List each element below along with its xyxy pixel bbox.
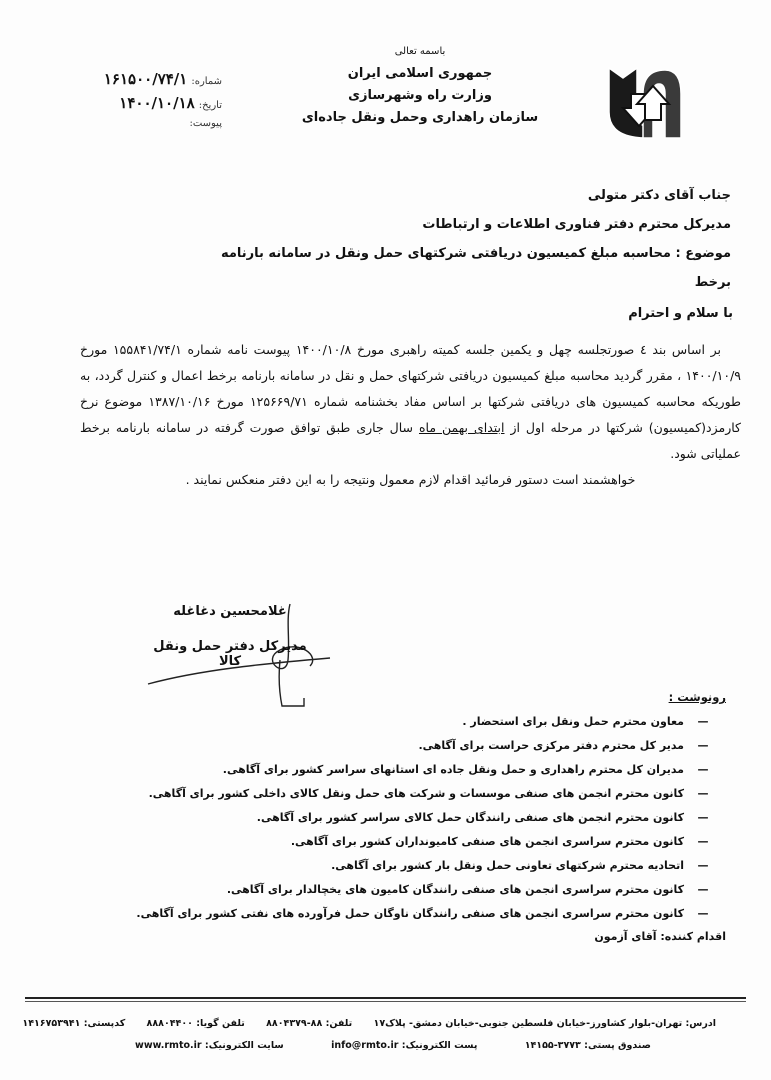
body-paragraph: [80, 337, 741, 467]
footer: [22, 1013, 716, 1057]
footer-divider: [25, 997, 746, 1002]
ministry-name: وزارت راه وشهرسازی: [348, 88, 492, 103]
letter-meta: [52, 70, 222, 142]
dash-icon: —: [697, 907, 709, 920]
footer-row-2: [70, 1035, 716, 1057]
attachment-label: پیوست:: [189, 118, 222, 129]
letter-number: ۱۶۱۵۰۰/۷۴/۱: [103, 70, 188, 88]
cc-title: رونوشت :: [668, 690, 726, 704]
signatory-name: غلامحسین دغاغله: [173, 604, 287, 619]
cc-list-block: [106, 690, 726, 948]
body-text: بر اساس بند ٤ صورتجلسه چهل و یکمین جلسه کمیته راهبری مورخ ۱۴۰۰/۱۰/۸ پیوست نامه شماره ۱۵۵۸۴۱/۷۴/۱ مورخ ۱۴۰۰/۱۰/۹ ، مقرر گردید محاسبه مبلغ کمیسیون دریافتی شرکتهای حمل و نقل در سامانه بارنامه برخط اعمال و کنترل گردد، به طوریکه محاسبه کمیسیون های دریافتی شرکتها بر اساس مفاد بخشنامه شماره ۱۲۵۶۶۹/۷۱ مورخ ۱۳۸۷/۱۰/۱۶ موضوع نرخ کارمزد(کمیسیون) شرکتها در مرحله اول از: [80, 342, 741, 435]
closing-request: خواهشمند است دستور فرمائید اقدام لازم معمول ونتیجه را به این دفتر منعکس نمایند .: [185, 472, 636, 487]
dash-icon: —: [697, 739, 709, 752]
cc-item: —اتحادیه محترم شرکتهای تعاونی حمل ونقل بار کشور برای آگاهی.: [106, 854, 726, 878]
footer-voice-phone: تلفن گویا: ۸۸۸۰۴۴۰۰: [146, 1018, 245, 1029]
footer-email[interactable]: پست الکترونیک: info@rmto.ir: [331, 1040, 478, 1051]
letter-date-row: [52, 94, 222, 118]
cc-item: —مدیر کل محترم دفتر مرکزی حراست برای آگاهی.: [106, 734, 726, 758]
cc-list: [106, 710, 726, 926]
attachment-row: [52, 118, 222, 142]
organization-name: سازمان راهداری وحمل ونقل جاده‌ای: [301, 110, 539, 125]
footer-website[interactable]: سایت الکترونیک: www.rmto.ir: [135, 1040, 284, 1051]
cc-item: —معاون محترم حمل ونقل برای استحضار .: [106, 710, 726, 734]
cc-item: —کانون محترم انجمن های صنفی رانندگان حمل کالای سراسر کشور برای آگاهی.: [106, 806, 726, 830]
dash-icon: —: [697, 787, 709, 800]
invocation: باسمه تعالی: [394, 46, 446, 57]
footer-row-1: [22, 1013, 716, 1035]
signature-block: [140, 604, 320, 669]
recipient: جناب آقای دکتر متولی: [587, 188, 731, 203]
dash-icon: —: [697, 835, 709, 848]
letter-date: ۱۴۰۰/۱۰/۱۸: [119, 94, 195, 112]
footer-address: ادرس: تهران-بلوار کشاورز-خیابان فلسطین جنوبی-خیابان دمشق- پلاک۱۷: [373, 1018, 716, 1029]
cc-item: —کانون محترم سراسری انجمن های صنفی رانندگان کامیون های یخچالدار برای آگاهی.: [106, 878, 726, 902]
greeting: با سلام و احترام: [628, 306, 733, 321]
letter-number-label: شماره:: [191, 76, 222, 87]
dash-icon: —: [697, 763, 709, 776]
dash-icon: —: [697, 811, 709, 824]
rmto-logo-icon: [603, 64, 685, 144]
cc-item: —مدیران کل محترم راهداری و حمل ونقل جاده ای استانهای سراسر کشور برای آگاهی.: [106, 758, 726, 782]
country-name: جمهوری اسلامی ایران: [347, 66, 493, 81]
cc-item: —کانون محترم سراسری انجمن های صنفی کامیونداران کشور برای آگاهی.: [106, 830, 726, 854]
subject-line: موضوع : محاسبه مبلغ کمیسیون دریافتی شرکتهای حمل ونقل در سامانه بارنامه برخط: [220, 246, 731, 290]
letter-body: [80, 337, 741, 493]
footer-po-box: صندوق پستی: ۳۷۷۳-۱۴۱۵۵: [524, 1040, 651, 1051]
body-text-end: سال جاری طبق توافق صورت گرفته در سامانه بارنامه برخط عملیاتی شود.: [80, 420, 741, 461]
addressee-block: [211, 181, 731, 290]
underlined-phrase: ابتدای بهمن ماه: [418, 420, 505, 435]
dash-icon: —: [697, 883, 709, 896]
letterhead: [270, 46, 570, 125]
dash-icon: —: [697, 859, 709, 872]
letter-date-label: تاریخ:: [198, 100, 222, 111]
signatory-title: مدیرکل دفتر حمل ونقل کالا: [153, 639, 307, 669]
dash-icon: —: [697, 715, 709, 728]
action-by: اقدام کننده: آقای آزمون: [594, 930, 726, 943]
letter-number-row: [52, 70, 222, 94]
footer-phone: تلفن: ۸۸-۸۸۰۴۳۷۹: [266, 1018, 353, 1029]
cc-item: —کانون محترم سراسری انجمن های صنفی رانندگان ناوگان حمل فرآورده های نفتی کشور برای آگاهی.: [106, 902, 726, 926]
recipient-position: مدیرکل محترم دفتر فناوری اطلاعات و ارتباطات: [422, 217, 731, 232]
footer-postal-code: کدپستی: ۱۴۱۶۷۵۳۹۴۱: [22, 1018, 126, 1029]
cc-item: —کانون محترم انجمن های صنفی موسسات و شرکت های حمل ونقل کالای داخلی کشور برای آگاهی.: [106, 782, 726, 806]
